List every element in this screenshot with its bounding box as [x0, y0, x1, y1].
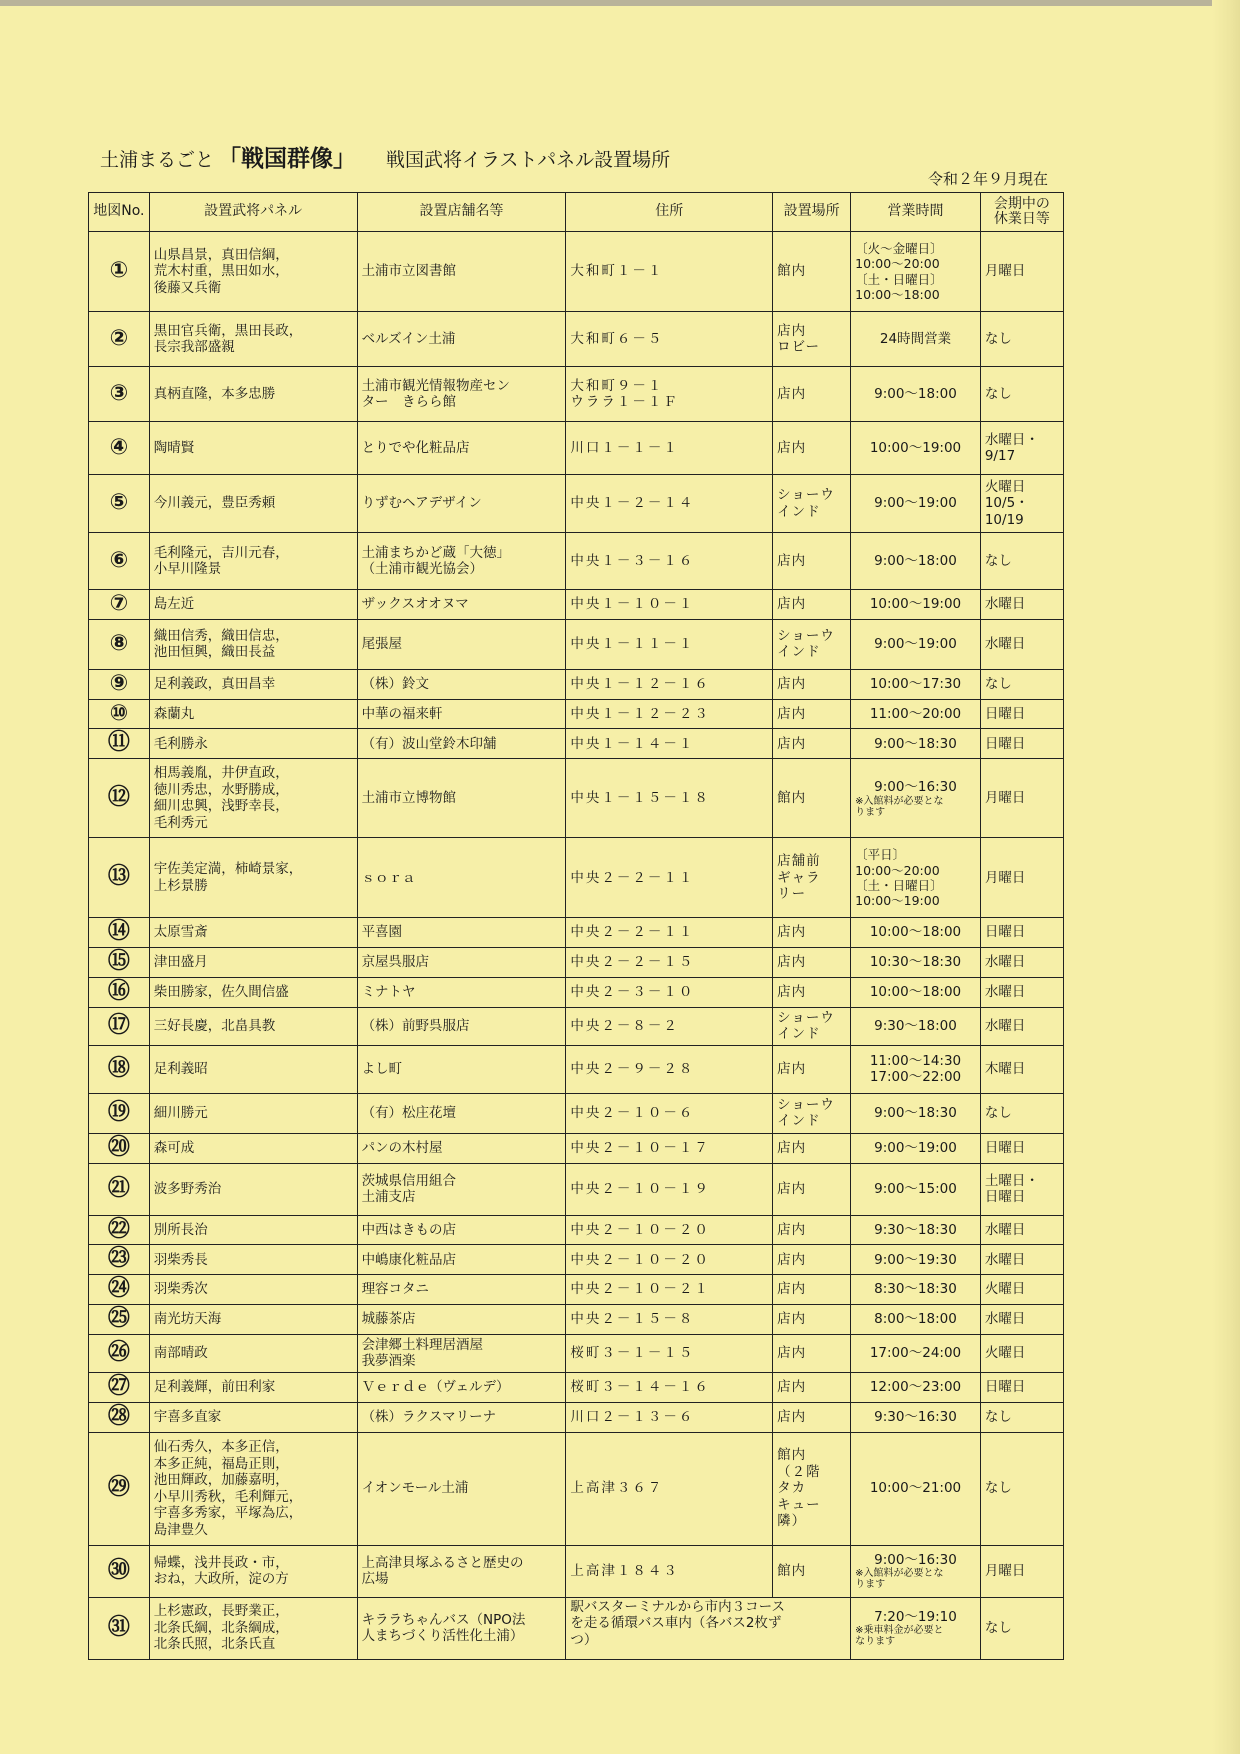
cell-shop: Ｖｅｒｄｅ（ヴェルデ）: [357, 1372, 566, 1402]
table-row: [89, 1597, 1064, 1659]
cell-generals: 黒田官兵衛，黒田長政， 長宗我部盛親: [149, 312, 357, 367]
table-row: [89, 699, 1064, 729]
cell-hours: [851, 1372, 981, 1402]
header-place: 設置場所: [773, 193, 851, 232]
table-row: [89, 1275, 1064, 1305]
cell-address: 大和町１－１: [566, 232, 773, 312]
cell-place: 店内 ロビー: [773, 312, 851, 367]
cell-generals: 宇佐美定満，柿崎景家， 上杉景勝: [149, 838, 357, 918]
cell-closed: 水曜日・ 9/17: [980, 422, 1063, 475]
cell-closed: なし: [980, 533, 1063, 590]
table-row: [89, 312, 1064, 367]
cell-place: 店内: [773, 1245, 851, 1275]
cell-closed: 日曜日: [980, 918, 1063, 948]
document-title: [100, 140, 670, 173]
hours-text: 10:00～17:30: [869, 676, 962, 692]
cell-hours: [851, 918, 981, 948]
cell-place: 店内: [773, 1045, 851, 1093]
cell-hours: [851, 312, 981, 367]
cell-hours: [851, 1133, 981, 1163]
table-row: [89, 1305, 1064, 1335]
hours-text: 9:00～15:00: [874, 1180, 957, 1197]
cell-shop: よし町: [357, 1045, 566, 1093]
cell-map-no: ⑭: [89, 918, 150, 948]
hours-text: 10:30～18:30: [869, 954, 962, 971]
cell-generals: 織田信秀，織田信忠， 池田恒興，織田長益: [149, 619, 357, 669]
cell-hours: [851, 475, 981, 533]
table-row: [89, 1045, 1064, 1093]
cell-generals: 島左近: [149, 590, 357, 620]
cell-closed: なし: [980, 1597, 1063, 1659]
cell-closed: なし: [980, 669, 1063, 699]
hours-text: 10:00～19:00: [869, 439, 962, 456]
cell-map-no: ⑲: [89, 1093, 150, 1133]
cell-map-no: ②: [89, 312, 150, 367]
hours-text: 〔平日〕 10:00～20:00 〔土・日曜日〕 10:00～19:00: [855, 847, 943, 909]
table-row: [89, 422, 1064, 475]
cell-map-no: ㉗: [89, 1372, 150, 1402]
cell-address: 川口２－１３－６: [566, 1402, 773, 1432]
hours-text: 8:30～18:30: [874, 1281, 957, 1298]
cell-shop: ミナトヤ: [357, 977, 566, 1007]
cell-map-no: ⑥: [89, 533, 150, 590]
cell-closed: 火曜日: [980, 1275, 1063, 1305]
cell-shop: 理容コタニ: [357, 1275, 566, 1305]
cell-place: ショーウ インド: [773, 619, 851, 669]
cell-map-no: ㉔: [89, 1275, 150, 1305]
cell-address: 桜町３－１－１５: [566, 1334, 773, 1372]
hours-text: 12:00～23:00: [869, 1379, 962, 1396]
hours-text: 10:00～18:00: [869, 924, 962, 941]
cell-place: ショーウ インド: [773, 1007, 851, 1045]
table-row: [89, 1007, 1064, 1045]
cell-hours: [851, 1305, 981, 1335]
cell-generals: 宇喜多直家: [149, 1402, 357, 1432]
cell-map-no: ⑦: [89, 590, 150, 620]
cell-place: 館内: [773, 232, 851, 312]
cell-generals: 津田盛月: [149, 948, 357, 978]
cell-closed: 水曜日: [980, 619, 1063, 669]
cell-closed: 月曜日: [980, 232, 1063, 312]
cell-hours: [851, 1163, 981, 1215]
hours-text: 9:00～18:00: [874, 385, 957, 402]
hours-note: ※乗車料金が必要と なります: [855, 1625, 944, 1648]
hours-text: 10:00～19:00: [869, 596, 962, 613]
cell-map-no: ⑨: [89, 669, 150, 699]
hours-text: 9:30～18:30: [874, 1221, 957, 1238]
cell-address: 大和町６－５: [566, 312, 773, 367]
table-row: [89, 977, 1064, 1007]
hours-text: 9:00～18:30: [874, 735, 957, 752]
table-row: [89, 533, 1064, 590]
cell-hours: [851, 1275, 981, 1305]
cell-map-no: ⑯: [89, 977, 150, 1007]
cell-shop: （有）波山堂鈴木印舗: [357, 729, 566, 759]
cell-generals: 足利義輝，前田利家: [149, 1372, 357, 1402]
cell-generals: 森蘭丸: [149, 699, 357, 729]
cell-address: 中央２－１０－２１: [566, 1275, 773, 1305]
cell-place: 店内: [773, 1372, 851, 1402]
cell-address: 中央１－１０－１: [566, 590, 773, 620]
cell-hours: [851, 590, 981, 620]
hours-text: 17:00～24:00: [869, 1345, 962, 1362]
cell-closed: 水曜日: [980, 977, 1063, 1007]
cell-hours: [851, 1432, 981, 1545]
cell-address: 中央２－１０－６: [566, 1093, 773, 1133]
cell-closed: なし: [980, 1402, 1063, 1432]
cell-address: 中央１－１５－１８: [566, 759, 773, 838]
cell-map-no: ㉑: [89, 1163, 150, 1215]
cell-address: 中央１－２－１４: [566, 475, 773, 533]
cell-map-no: ⑪: [89, 729, 150, 759]
cell-shop: 平喜園: [357, 918, 566, 948]
cell-address: 中央２－８－２: [566, 1007, 773, 1045]
table-row: [89, 948, 1064, 978]
cell-closed: 火曜日: [980, 1334, 1063, 1372]
cell-closed: 月曜日: [980, 759, 1063, 838]
hours-text: 9:00～19:00: [874, 1139, 957, 1156]
table-row: [89, 1093, 1064, 1133]
cell-generals: 上杉憲政，長野業正， 北条氏綱，北条綱成， 北条氏照，北条氏直: [149, 1597, 357, 1659]
cell-closed: 土曜日・ 日曜日: [980, 1163, 1063, 1215]
cell-generals: 別所長治: [149, 1215, 357, 1245]
cell-hours: [851, 977, 981, 1007]
cell-place: ショーウ インド: [773, 1093, 851, 1133]
cell-place: 店内: [773, 948, 851, 978]
cell-place: 店内: [773, 1163, 851, 1215]
cell-place: 店内: [773, 977, 851, 1007]
cell-address: 中央２－１０－２０: [566, 1215, 773, 1245]
cell-address: 上高津３６７: [566, 1432, 773, 1545]
cell-map-no: ㉚: [89, 1545, 150, 1597]
cell-closed: 日曜日: [980, 1372, 1063, 1402]
cell-address: 中央１－３－１６: [566, 533, 773, 590]
cell-place: 店内: [773, 1334, 851, 1372]
cell-closed: なし: [980, 1093, 1063, 1133]
cell-shop: 会津郷土料理居酒屋 我夢酒楽: [357, 1334, 566, 1372]
cell-address: 中央１－１２－２３: [566, 699, 773, 729]
table-row: [89, 1163, 1064, 1215]
cell-place: ショーウ インド: [773, 475, 851, 533]
cell-generals: 毛利隆元，吉川元春， 小早川隆景: [149, 533, 357, 590]
cell-address: 中央１－１１－１: [566, 619, 773, 669]
cell-hours: [851, 1402, 981, 1432]
cell-closed: 木曜日: [980, 1045, 1063, 1093]
cell-place: 店内: [773, 1275, 851, 1305]
cell-map-no: ⑩: [89, 699, 150, 729]
table-row: [89, 1402, 1064, 1432]
cell-hours: [851, 422, 981, 475]
table-row: [89, 1215, 1064, 1245]
cell-closed: 水曜日: [980, 1245, 1063, 1275]
cell-closed: 日曜日: [980, 1133, 1063, 1163]
cell-map-no: ①: [89, 232, 150, 312]
cell-generals: 仙石秀久，本多正信， 本多正純，福島正則， 池田輝政，加藤嘉明， 小早川秀秋，毛利輝元， 宇喜多秀家，平塚為広， 島津豊久: [149, 1432, 357, 1545]
cell-closed: 水曜日: [980, 1007, 1063, 1045]
cell-map-no: ⑱: [89, 1045, 150, 1093]
cell-address: 中央２－１０－１９: [566, 1163, 773, 1215]
header-shop: 設置店舗名等: [357, 193, 566, 232]
cell-hours: [851, 669, 981, 699]
cell-map-no: ⑧: [89, 619, 150, 669]
cell-map-no: ㉕: [89, 1305, 150, 1335]
table-row: [89, 669, 1064, 699]
header-closed: 会期中の 休業日等: [980, 193, 1063, 232]
cell-address: 中央２－９－２８: [566, 1045, 773, 1093]
table-row: [89, 619, 1064, 669]
cell-place: 店舗前 ギャラ リー: [773, 838, 851, 918]
cell-hours: [851, 619, 981, 669]
cell-hours: [851, 1045, 981, 1093]
cell-shop: 上高津貝塚ふるさと歴史の 広場: [357, 1545, 566, 1597]
title-subtitle: 戦国武将イラストパネル設置場所: [386, 149, 671, 171]
table-row: [89, 475, 1064, 533]
cell-generals: 毛利勝永: [149, 729, 357, 759]
cell-closed: 月曜日: [980, 1545, 1063, 1597]
hours-text: 9:00～19:00: [874, 636, 957, 653]
table-row: [89, 1133, 1064, 1163]
cell-closed: 水曜日: [980, 590, 1063, 620]
cell-shop: ザックスオオヌマ: [357, 590, 566, 620]
table-row: [89, 590, 1064, 620]
cell-place: 館内 （２階 タカ キュー 隣）: [773, 1432, 851, 1545]
cell-hours: [851, 367, 981, 422]
table-row: [89, 1432, 1064, 1545]
page-right-edge: [1212, 0, 1240, 1754]
cell-address: 中央２－２－１１: [566, 838, 773, 918]
cell-shop: ベルズイン土浦: [357, 312, 566, 367]
hours-text: 10:00～18:00: [869, 984, 962, 1001]
cell-hours: [851, 729, 981, 759]
hours-note: ※入館料が必要とな ります: [855, 795, 944, 818]
cell-hours: [851, 1093, 981, 1133]
cell-shop: イオンモール土浦: [357, 1432, 566, 1545]
cell-closed: 日曜日: [980, 699, 1063, 729]
cell-address: 駅バスターミナルから市内３コース を走る循環バス車内（各バス2枚ず つ）: [566, 1597, 851, 1659]
cell-shop: （株）ラクスマリーナ: [357, 1402, 566, 1432]
cell-closed: 火曜日 10/5・ 10/19: [980, 475, 1063, 533]
table-row: [89, 232, 1064, 312]
cell-generals: 相馬義胤，井伊直政， 徳川秀忠，水野勝成， 細川忠興，浅野幸長， 毛利秀元: [149, 759, 357, 838]
cell-generals: 山県昌景，真田信綱， 荒木村重，黒田如水， 後藤又兵衛: [149, 232, 357, 312]
cell-map-no: ⑰: [89, 1007, 150, 1045]
cell-shop: とりでや化粧品店: [357, 422, 566, 475]
cell-generals: 足利義昭: [149, 1045, 357, 1093]
table-header-row: [89, 193, 1064, 232]
title-name: 「戦国群像」: [218, 145, 357, 172]
hours-text: 9:00～18:00: [874, 552, 957, 569]
hours-text: 9:00～16:30: [874, 779, 957, 796]
cell-shop: キララちゃんバス（NPO法 人まちづくり活性化土浦）: [357, 1597, 566, 1659]
cell-map-no: ③: [89, 367, 150, 422]
cell-hours: [851, 232, 981, 312]
cell-place: 店内: [773, 669, 851, 699]
table-row: [89, 838, 1064, 918]
cell-generals: 三好長慶，北畠具教: [149, 1007, 357, 1045]
table-row: [89, 1372, 1064, 1402]
cell-place: 店内: [773, 699, 851, 729]
cell-address: 中央２－１０－１７: [566, 1133, 773, 1163]
cell-shop: りずむヘアデザイン: [357, 475, 566, 533]
cell-closed: なし: [980, 367, 1063, 422]
cell-place: 館内: [773, 759, 851, 838]
cell-place: 店内: [773, 367, 851, 422]
cell-map-no: ㉛: [89, 1597, 150, 1659]
hours-text: 7:20～19:10: [874, 1608, 957, 1625]
hours-text: 8:00～18:00: [874, 1311, 957, 1328]
cell-shop: 土浦市立博物館: [357, 759, 566, 838]
cell-address: 川口１－１－１: [566, 422, 773, 475]
cell-address: 中央２－２－１５: [566, 948, 773, 978]
hours-text: 9:00～19:00: [874, 495, 957, 512]
table-row: [89, 1545, 1064, 1597]
cell-map-no: ㉘: [89, 1402, 150, 1432]
page-top-edge: [0, 0, 1240, 6]
cell-generals: 羽柴秀次: [149, 1275, 357, 1305]
cell-hours: [851, 533, 981, 590]
cell-address: 中央１－１４－１: [566, 729, 773, 759]
cell-place: 店内: [773, 1305, 851, 1335]
cell-address: 中央２－１０－２０: [566, 1245, 773, 1275]
cell-shop: （株）鈴文: [357, 669, 566, 699]
cell-shop: 中華の福来軒: [357, 699, 566, 729]
cell-shop: 城藤茶店: [357, 1305, 566, 1335]
hours-text: 11:00～20:00: [869, 705, 962, 722]
cell-place: 店内: [773, 1402, 851, 1432]
locations-table: [88, 192, 1064, 1660]
cell-address: 中央１－１２－１６: [566, 669, 773, 699]
cell-closed: 月曜日: [980, 838, 1063, 918]
cell-generals: 足利義政，真田昌幸: [149, 669, 357, 699]
cell-place: 店内: [773, 1215, 851, 1245]
hours-text: 24時間営業: [879, 330, 952, 347]
cell-hours: [851, 1545, 981, 1597]
table-body: [89, 232, 1064, 1660]
cell-map-no: ㉙: [89, 1432, 150, 1545]
header-map-no: 地図No.: [89, 193, 150, 232]
table-row: [89, 1334, 1064, 1372]
hours-text: 9:00～19:30: [874, 1251, 957, 1268]
hours-text: 9:00～18:30: [874, 1105, 957, 1122]
hours-text: 9:00～16:30: [874, 1551, 957, 1568]
cell-shop: （有）松庄花壇: [357, 1093, 566, 1133]
cell-generals: 南光坊天海: [149, 1305, 357, 1335]
cell-hours: [851, 1245, 981, 1275]
cell-map-no: ⑳: [89, 1133, 150, 1163]
cell-map-no: ㉓: [89, 1245, 150, 1275]
cell-place: 店内: [773, 533, 851, 590]
cell-generals: 太原雪斎: [149, 918, 357, 948]
cell-shop: パンの木村屋: [357, 1133, 566, 1163]
cell-generals: 波多野秀治: [149, 1163, 357, 1215]
cell-map-no: ㉒: [89, 1215, 150, 1245]
cell-generals: 羽柴秀長: [149, 1245, 357, 1275]
as-of-date: 令和２年９月現在: [928, 170, 1049, 188]
cell-shop: （株）前野呉服店: [357, 1007, 566, 1045]
table-row: [89, 1245, 1064, 1275]
cell-shop: 京屋呉服店: [357, 948, 566, 978]
cell-closed: なし: [980, 1432, 1063, 1545]
hours-text: 9:30～18:00: [874, 1018, 957, 1035]
cell-shop: 土浦市立図書館: [357, 232, 566, 312]
cell-generals: 真柄直隆，本多忠勝: [149, 367, 357, 422]
cell-closed: 水曜日: [980, 948, 1063, 978]
cell-shop: ｓｏｒａ: [357, 838, 566, 918]
cell-map-no: ④: [89, 422, 150, 475]
cell-place: 店内: [773, 590, 851, 620]
hours-text: 9:30～16:30: [874, 1408, 957, 1425]
cell-hours: [851, 1215, 981, 1245]
cell-map-no: ㉖: [89, 1334, 150, 1372]
cell-address: 中央２－１５－８: [566, 1305, 773, 1335]
header-generals: 設置武将パネル: [149, 193, 357, 232]
cell-closed: 水曜日: [980, 1215, 1063, 1245]
cell-hours: [851, 1597, 981, 1659]
cell-address: 大和町９－１ ウララ１－１Ｆ: [566, 367, 773, 422]
cell-shop: 土浦市観光情報物産セン ター きらら館: [357, 367, 566, 422]
cell-address: 桜町３－１４－１６: [566, 1372, 773, 1402]
cell-generals: 柴田勝家，佐久間信盛: [149, 977, 357, 1007]
cell-closed: 日曜日: [980, 729, 1063, 759]
cell-shop: 尾張屋: [357, 619, 566, 669]
cell-generals: 陶晴賢: [149, 422, 357, 475]
cell-hours: [851, 1007, 981, 1045]
table-row: [89, 759, 1064, 838]
cell-generals: 細川勝元: [149, 1093, 357, 1133]
cell-place: 店内: [773, 918, 851, 948]
cell-hours: [851, 759, 981, 838]
cell-place: 店内: [773, 1133, 851, 1163]
cell-map-no: ⑬: [89, 838, 150, 918]
table-row: [89, 918, 1064, 948]
cell-place: 店内: [773, 729, 851, 759]
cell-generals: 南部晴政: [149, 1334, 357, 1372]
cell-shop: 中嶋康化粧品店: [357, 1245, 566, 1275]
cell-closed: 水曜日: [980, 1305, 1063, 1335]
table-row: [89, 729, 1064, 759]
cell-map-no: ⑮: [89, 948, 150, 978]
cell-shop: 茨城県信用組合 土浦支店: [357, 1163, 566, 1215]
cell-generals: 森可成: [149, 1133, 357, 1163]
cell-hours: [851, 838, 981, 918]
cell-hours: [851, 948, 981, 978]
cell-address: 中央２－２－１１: [566, 918, 773, 948]
cell-hours: [851, 1334, 981, 1372]
hours-text: 〔火～金曜日〕 10:00～20:00 〔土・日曜日〕 10:00～18:00: [855, 241, 943, 302]
cell-shop: 土浦まちかど蔵「大徳」 （土浦市観光協会）: [357, 533, 566, 590]
hours-text: 10:00～21:00: [869, 1480, 962, 1497]
cell-generals: 帰蝶，浅井長政・市， おね，大政所，淀の方: [149, 1545, 357, 1597]
cell-map-no: ⑤: [89, 475, 150, 533]
cell-place: 館内: [773, 1545, 851, 1597]
cell-generals: 今川義元，豊臣秀頼: [149, 475, 357, 533]
hours-text: 11:00～14:30 17:00～22:00: [869, 1052, 962, 1086]
header-hours: 営業時間: [851, 193, 981, 232]
title-prefix: 土浦まるごと: [100, 149, 215, 171]
cell-place: 店内: [773, 422, 851, 475]
hours-note: ※入館料が必要とな ります: [855, 1568, 944, 1591]
header-address: 住所: [566, 193, 773, 232]
table-row: [89, 367, 1064, 422]
cell-closed: なし: [980, 312, 1063, 367]
cell-hours: [851, 699, 981, 729]
cell-map-no: ⑫: [89, 759, 150, 838]
cell-address: 中央２－３－１０: [566, 977, 773, 1007]
cell-shop: 中西はきもの店: [357, 1215, 566, 1245]
cell-address: 上高津１８４３: [566, 1545, 773, 1597]
